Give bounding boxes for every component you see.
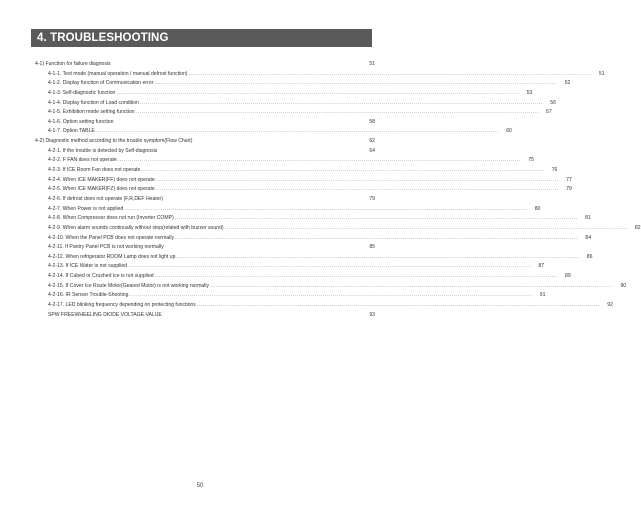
toc-entry-title: 4-1-7. Option TABLE (48, 128, 95, 135)
toc-entry[interactable] (31, 79, 571, 89)
toc-entry-page: 56 (550, 99, 556, 106)
toc-entry-title: 4-2-5. When ICE MAKER(FZ) does not operate (48, 186, 155, 193)
toc-entry-page: 93 (369, 311, 375, 318)
toc-entry[interactable] (31, 127, 512, 137)
toc-entry[interactable] (31, 195, 375, 205)
toc-entry[interactable] (31, 311, 375, 321)
toc-entry-page: 62 (369, 138, 375, 145)
toc-entry-title: 4-2-16. IR Sensor Trouble-Shooting (48, 292, 129, 299)
toc-entry-title: 4-1-5. Exhibition mode setting function (48, 109, 135, 116)
toc-entry-page: 75 (528, 157, 534, 164)
toc-leader-dots: ........................................................................................................................................................................................................ (154, 80, 558, 87)
section-title-bar (31, 29, 372, 47)
toc-entry-page: 53 (526, 89, 533, 96)
toc-leader-dots: ........................................................................................................................................................................................................ (155, 176, 559, 183)
toc-entry-page: 52 (564, 80, 571, 87)
toc-entry[interactable] (31, 147, 375, 157)
toc-entry[interactable] (31, 156, 534, 166)
toc-entry[interactable] (31, 99, 556, 109)
toc-leader-dots: ........................................................................................................................................................................................................ (95, 128, 499, 135)
toc-entry-title: 4-2-6. If defrost does not operate (F,R,DEF Heater) (48, 195, 163, 202)
toc-entry[interactable] (31, 118, 375, 128)
toc-leader-dots: ........................................................................................................................................................................................................ (175, 234, 579, 241)
table-of-contents (31, 60, 641, 320)
toc-entry-title: 4-2-9. When alarm sounds continually without stop(related with buzzer sound) (48, 224, 224, 231)
toc-entry-page: 64 (369, 147, 375, 154)
toc-entry[interactable] (31, 224, 641, 234)
toc-entry-page: 80 (534, 205, 541, 212)
toc-entry[interactable] (31, 301, 613, 311)
toc-entry-title: 4-2-13. If ICE Water is not supplied (48, 263, 128, 270)
toc-entry[interactable] (31, 262, 545, 272)
toc-leader-dots: ........................................................................................................................................................................................................ (128, 263, 532, 270)
toc-entry-page: 60 (506, 128, 512, 135)
toc-entry-page: 92 (607, 302, 613, 309)
section-title: 4. TROUBLESHOOTING (37, 32, 169, 44)
toc-entry-page: 89 (565, 273, 571, 280)
page-number: 50 (196, 483, 204, 489)
toc-entry-title: 4-2) Diagnostic method according to the trouble symptom(Flow Chart) (35, 138, 193, 145)
toc-entry-title: 4-1-6. Option setting function (48, 118, 114, 125)
toc-leader-dots: ........................................................................................................................................................................................................ (139, 99, 543, 106)
toc-leader-dots: ........................................................................................................................................................................................................ (196, 302, 600, 309)
toc-entry[interactable] (31, 185, 572, 195)
toc-entry[interactable] (31, 60, 375, 70)
toc-leader-dots: ........................................................................................................................................................................................................ (188, 70, 592, 77)
toc-entry[interactable] (31, 253, 593, 263)
toc-leader-dots: ........................................................................................................................................................................................................ (154, 273, 558, 280)
toc-entry-page: 91 (539, 292, 546, 299)
toc-entry-page: 77 (566, 176, 572, 183)
toc-entry-page: 81 (585, 215, 591, 222)
toc-entry-title: 4-2-11. If Pantry Panel PCB is not working normally (48, 244, 164, 251)
toc-entry-title: 4-2-8. When Compressor does not run (Inverter COMP) (48, 215, 174, 222)
toc-entry-title: 4-2-7. When Power is not applied (48, 205, 124, 212)
toc-entry-title: SPW FREEWHEELING DIODE VOLTAGE VALUE (48, 311, 162, 318)
toc-entry-page: 84 (585, 234, 592, 241)
toc-leader-dots: ........................................................................................................................................................................................................ (224, 224, 628, 231)
toc-leader-dots: ........................................................................................................................................................................................................ (155, 186, 559, 193)
toc-entry-title: 4-2-2. F FAN does not operate (48, 157, 117, 164)
toc-entry-title: 4-1) Function for failure diagnosis (35, 61, 111, 67)
toc-entry-page: 79 (369, 195, 375, 202)
toc-leader-dots: ........................................................................................................................................................................................................ (124, 205, 528, 212)
toc-entry[interactable] (31, 272, 571, 282)
toc-entry-title: 4-2-17. LED blinking frequency depending on protecting functions (48, 302, 196, 309)
toc-leader-dots: ........................................................................................................................................................................................................ (129, 292, 533, 299)
toc-entry-page: 76 (551, 167, 558, 174)
toc-leader-dots: ........................................................................................................................................................................................................ (116, 89, 520, 96)
toc-entry[interactable] (31, 291, 546, 301)
toc-entry[interactable] (31, 166, 558, 176)
toc-entry[interactable] (31, 205, 541, 215)
toc-entry-page: 82 (634, 224, 641, 231)
toc-entry[interactable] (31, 234, 592, 244)
toc-entry-page: 85 (369, 244, 375, 251)
toc-leader-dots: ........................................................................................................................................................................................................ (176, 253, 580, 260)
toc-entry-title: 4-2-15. If Cover Ice Route Motor(Geared Motor) is not working normally (48, 282, 210, 289)
toc-entry[interactable] (31, 243, 375, 253)
toc-entry-title: 4-1-2. Display function of Communication error (48, 80, 154, 87)
toc-entry[interactable] (31, 176, 572, 186)
toc-entry[interactable] (31, 89, 533, 99)
toc-leader-dots: ........................................................................................................................................................................................................ (174, 215, 578, 222)
toc-entry[interactable] (31, 108, 552, 118)
toc-entry-title: 4-2-10. When the Panel PCB does not operate normally (48, 234, 175, 241)
toc-entry-page: 86 (586, 253, 593, 260)
toc-entry-page: 90 (620, 282, 627, 289)
toc-entry-title: 4-1-4. Display function of Load condition (48, 99, 139, 106)
toc-entry-page: 51 (598, 70, 605, 77)
toc-entry-title: 4-2-4. When ICE MAKER(FF) does not operate (48, 176, 155, 183)
toc-entry-title: 4-2-14. If Cubed or Crushed Ice is not supplied (48, 273, 154, 280)
toc-entry-title: 4-2-1. If the trouble is detected by Self-diagnosis (48, 147, 158, 154)
toc-entry[interactable] (31, 70, 605, 80)
toc-entry-page: 87 (538, 263, 545, 270)
toc-entry-page: 79 (566, 186, 572, 193)
toc-leader-dots: ........................................................................................................................................................................................................ (210, 282, 614, 289)
toc-leader-dots: ........................................................................................................................................................................................................ (141, 167, 545, 174)
toc-entry-page: 57 (546, 109, 552, 116)
toc-entry-title: 4-1-3. Self-diagnostic function (48, 89, 116, 96)
toc-entry[interactable] (31, 137, 375, 147)
toc-entry-title: 4-1-1. Test mode (manual operation / manual defrost function) (48, 70, 188, 77)
toc-entry[interactable] (31, 282, 627, 292)
toc-entry-title: 4-2-3. If ICE Room Fan does not operate (48, 167, 141, 174)
toc-entry-title: 4-2-12. When refrigerator ROOM Lamp does not light up (48, 253, 176, 260)
toc-entry-page: 51 (369, 61, 375, 67)
toc-entry-page: 58 (369, 118, 375, 125)
toc-entry[interactable] (31, 214, 591, 224)
toc-leader-dots: ........................................................................................................................................................................................................ (135, 109, 539, 116)
toc-leader-dots: ........................................................................................................................................................................................................ (117, 157, 521, 164)
